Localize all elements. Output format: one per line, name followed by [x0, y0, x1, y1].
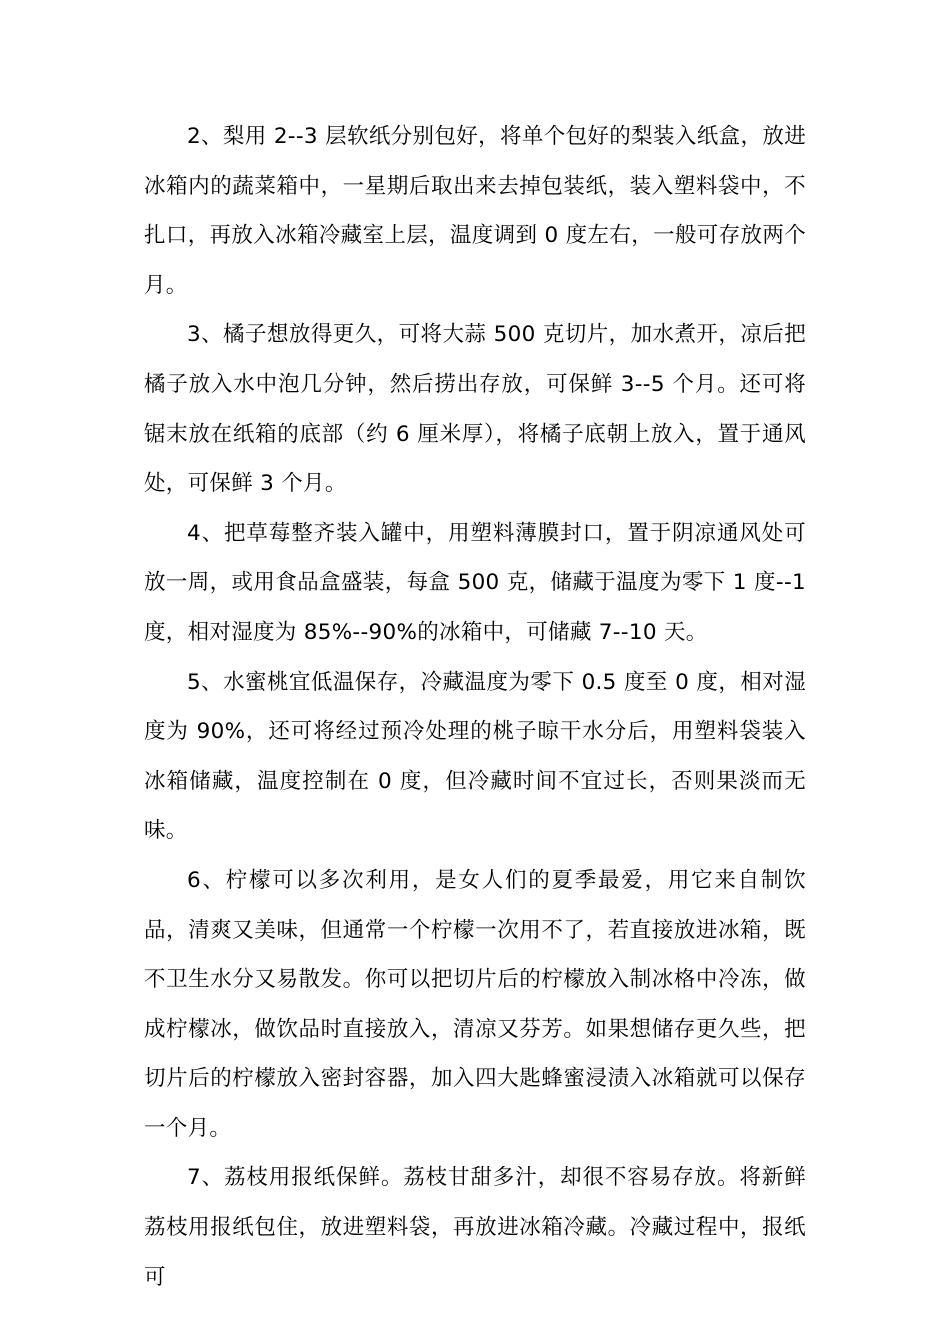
paragraph-strawberry-storage: 4、把草莓整齐装入罐中，用塑料薄膜封口，置于阴凉通风处可放一周，或用食品盒盛装，每盒 500 克，储藏于温度为零下 1 度--1 度，相对湿度为 85%--90%的冰箱中，可储藏 7--10 天。 [144, 520, 806, 645]
paragraph-lychee-storage: 7、荔枝用报纸保鲜。荔枝甘甜多汁，却很不容易存放。将新鲜荔枝用报纸包住，放进塑料袋，再放进冰箱冷藏。冷藏过程中，报纸可 [144, 1165, 806, 1290]
paragraph-lemon-storage: 6、柠檬可以多次利用，是女人们的夏季最爱，用它来自制饮品，清爽又美味，但通常一个柠檬一次用不了，若直接放进冰箱，既不卫生水分又易散发。你可以把切片后的柠檬放入制冰格中冷冻，做成柠檬冰，做饮品时直接放入，清凉又芬芳。如果想储存更久些，把切片后的柠檬放入密封容器，加入四大匙蜂蜜浸渍入冰箱就可以保存一个月。 [144, 867, 806, 1141]
document-body [144, 112, 806, 1302]
paragraph-pear-storage: 2、梨用 2--3 层软纸分别包好，将单个包好的梨装入纸盒，放进冰箱内的蔬菜箱中，一星期后取出来去掉包装纸，装入塑料袋中，不扎口，再放入冰箱冷藏室上层，温度调到 0 度左右，一般可存放两个月。 [144, 124, 806, 298]
paragraph-orange-storage: 3、橘子想放得更久，可将大蒜 500 克切片，加水煮开，凉后把橘子放入水中泡几分钟，然后捞出存放，可保鲜 3--5 个月。还可将锯末放在纸箱的底部（约 6 厘米厚），将橘子底朝上放入，置于通风处，可保鲜 3 个月。 [144, 322, 806, 497]
paragraph-peach-storage: 5、水蜜桃宜低温保存，冷藏温度为零下 0.5 度至 0 度，相对湿度为 90%，还可将经过预冷处理的桃子晾干水分后，用塑料袋装入冰箱储藏，温度控制在 0 度，但冷藏时间不宜过长，否则果淡而无味。 [144, 669, 806, 844]
